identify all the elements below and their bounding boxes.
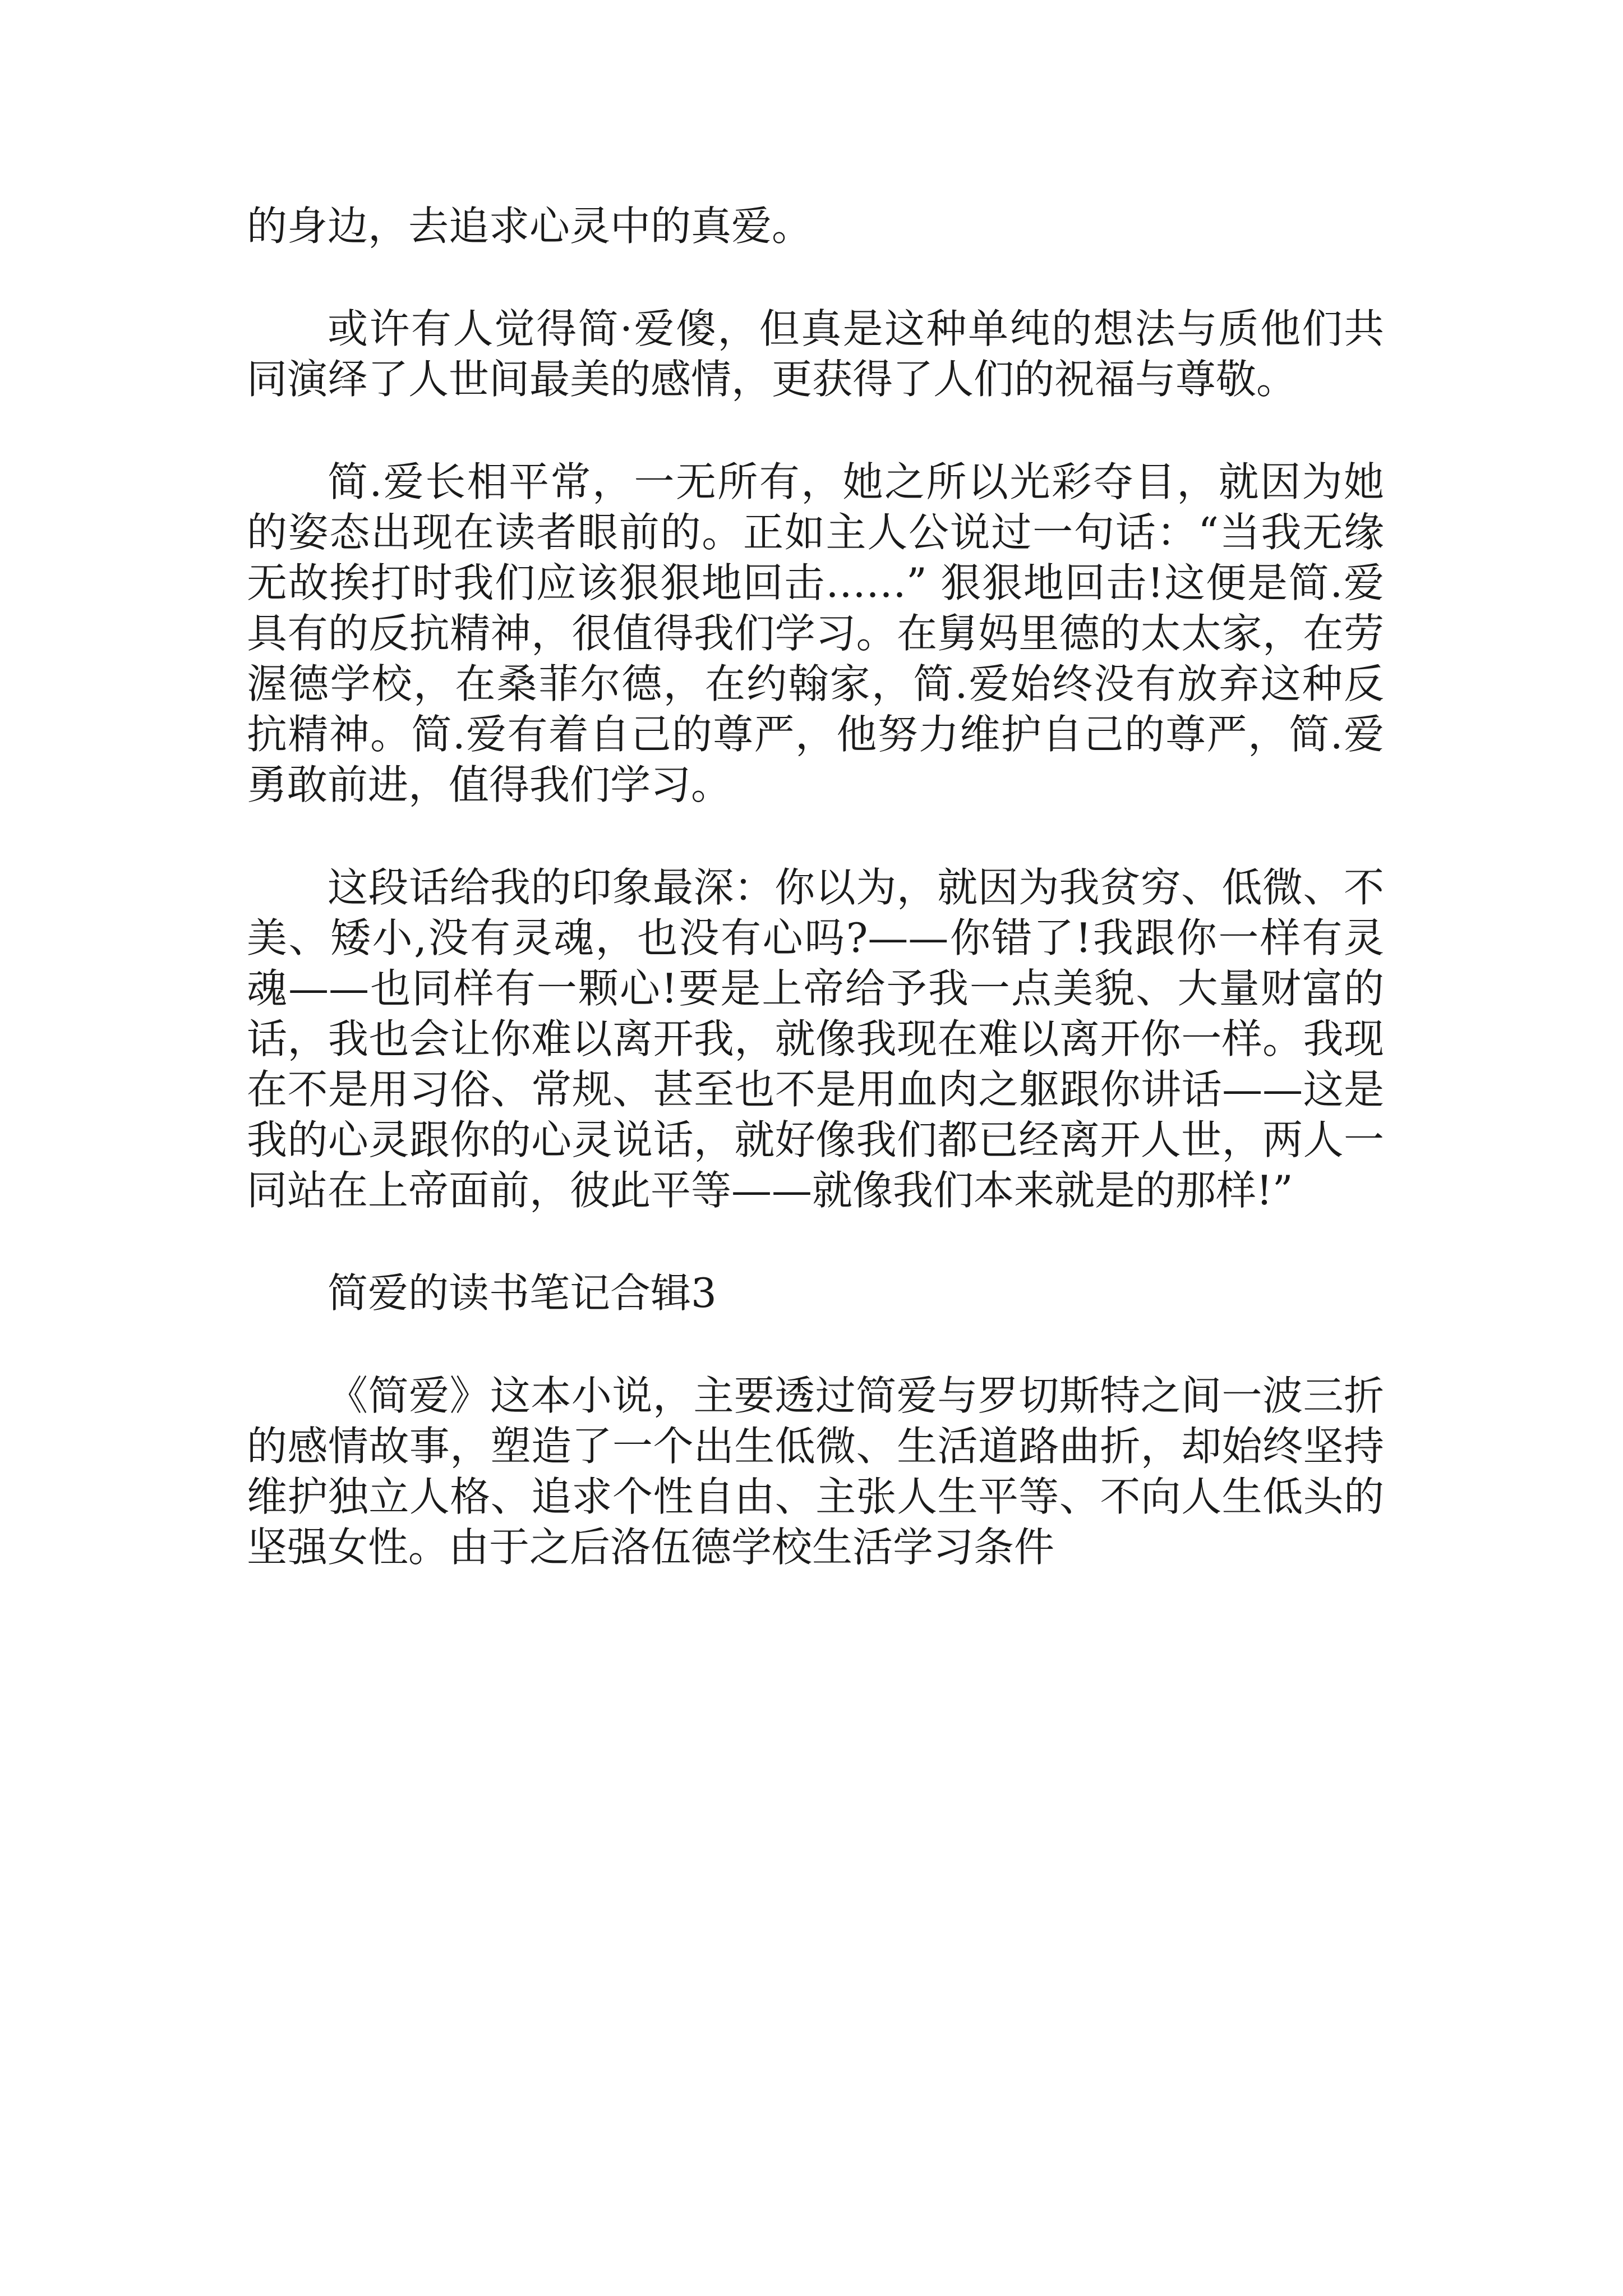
document-body xyxy=(247,201,1384,1625)
section-heading: 简爱的读书笔记合辑3 xyxy=(328,1269,717,1317)
paragraph-jane-simple-thoughts: 或许有人觉得简·爱傻，但真是这种单纯的想法与质他们共同演绎了人世间最美的感情，更获得了人们的祝福与尊敬。 xyxy=(247,305,1384,403)
paragraph-novel-summary: 《简爱》这本小说，主要透过简爱与罗切斯特之间一波三折的感情故事，塑造了一个出生低微、生活道路曲折，却始终坚持维护独立人格、追求个性自由、主张人生平等、不向人生低头的坚强女性。由于之后洛伍德学校生活学习条件 xyxy=(247,1372,1384,1571)
paragraph-quote-impression: 这段话给我的印象最深：你以为，就因为我贫穷、低微、不美、矮小,没有灵魂，也没有心吗?——你错了!我跟你一样有灵魂——也同样有一颗心!要是上帝给予我一点美貌、大量财富的话，我也会让你难以离开我，就像我现在难以离开你一样。我现在不是用习俗、常规、甚至也不是用血肉之躯跟你讲话——这是我的心灵跟你的心灵说话，就好像我们都已经离开人世，两人一同站在上帝面前，彼此平等——就像我们本来就是的那样!” xyxy=(247,864,1384,1214)
paragraph-continued: 的身边，去追求心灵中的真爱。 xyxy=(247,203,813,250)
paragraph-rebellious-spirit: 简.爱长相平常，一无所有，她之所以光彩夺目，就因为她的姿态出现在读者眼前的。正如主人公说过一句话：“当我无缘无故挨打时我们应该狠狠地回击……” 狠狠地回击!这便是简.爱具有的反抗精神，很值得我们学习。在舅妈里德的太太家，在劳渥德学校，在桑菲尔德，在约翰家，简.爱始终没有放弃这种反抗精神。简.爱有着自己的尊严，他努力维护自己的尊严，简.爱勇敢前进，值得我们学习。 xyxy=(247,458,1384,808)
